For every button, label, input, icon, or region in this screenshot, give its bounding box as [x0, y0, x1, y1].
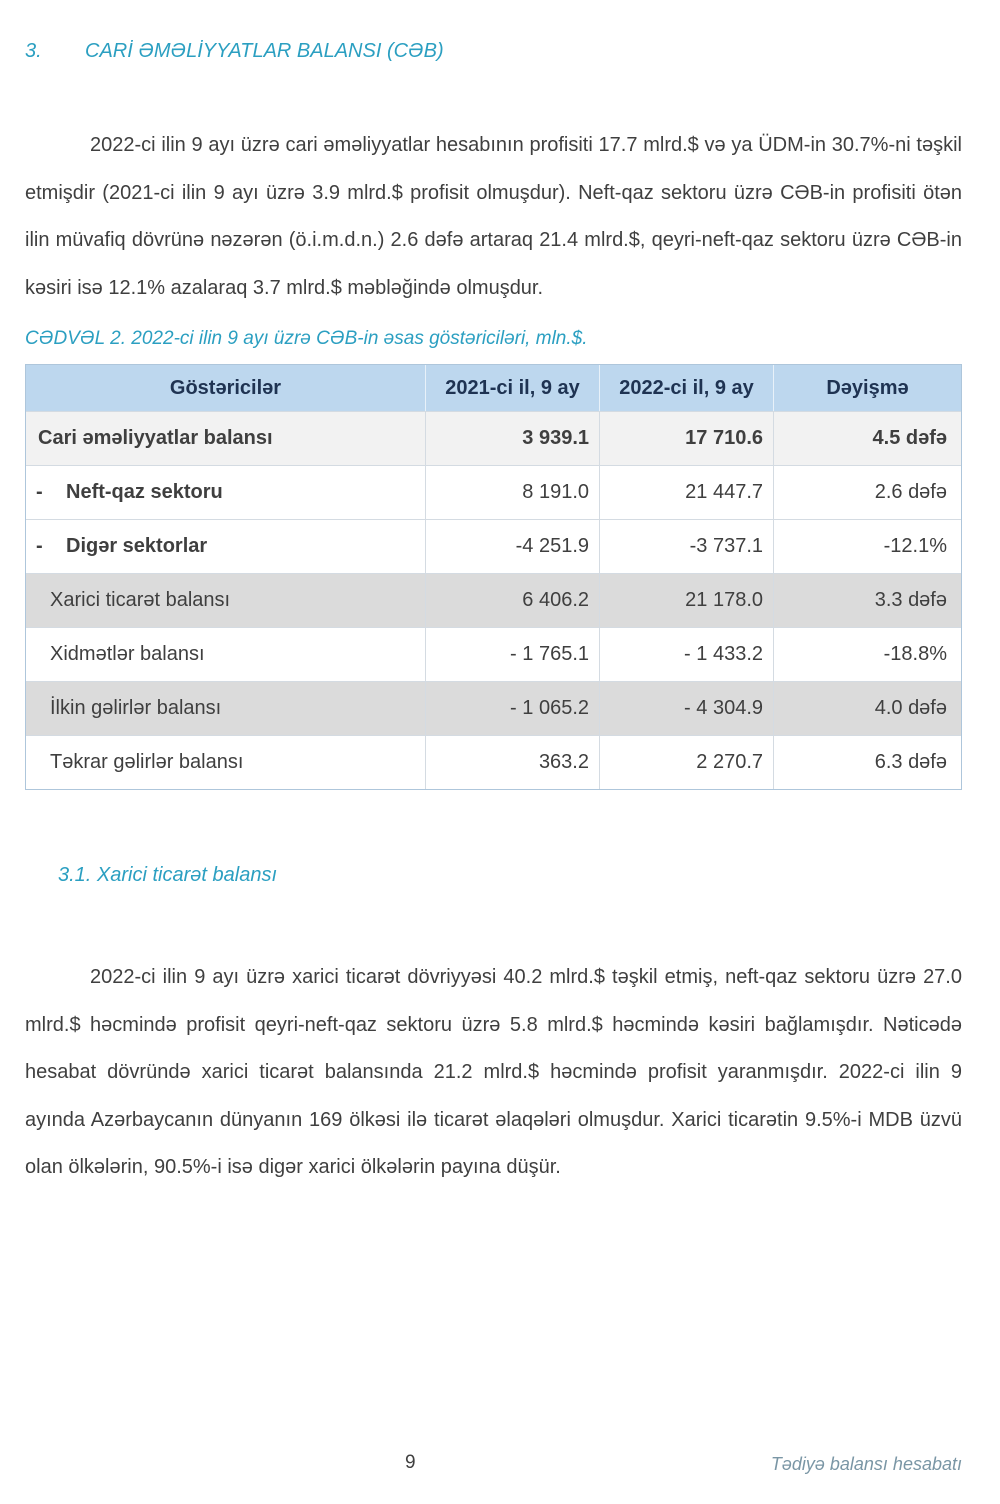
row-label-text: Cari əməliyyatlar balansı	[38, 427, 273, 449]
section-number: 3.	[25, 40, 42, 62]
table-row	[26, 681, 961, 735]
value-2022: - 4 304.9	[600, 682, 774, 735]
page-number: 9	[405, 1452, 416, 1473]
value-2021: 8 191.0	[426, 466, 600, 519]
value-change: 4.0 dəfə	[874, 697, 947, 719]
value-change: -12.1%	[883, 535, 947, 557]
header-change: Dəyişmə	[826, 376, 909, 399]
table-row	[26, 465, 961, 519]
row-label-text: Digər sektorlar	[66, 535, 208, 557]
subsection-heading: 3.1. Xarici ticarət balansı	[58, 864, 277, 886]
table-row	[26, 735, 961, 789]
row-label	[26, 628, 426, 681]
table-row	[26, 627, 961, 681]
value-2022: 2 270.7	[600, 736, 774, 789]
value-2021: 3 939.1	[426, 412, 600, 465]
header-2021: 2021-ci il, 9 ay	[426, 365, 600, 411]
value-change: 2.6 dəfə	[874, 481, 947, 503]
row-label-text: Xarici ticarət balansı	[50, 589, 231, 611]
footer-title: Tədiyə balansı hesabatı	[770, 1454, 962, 1474]
paragraph-2: 2022-ci ilin 9 ayı üzrə xarici ticarət dövriyyəsi 40.2 mlrd.$ təşkil etmiş, neft-qaz sektoru üzrə 27.0 mlrd.$ həcmində profisit qeyri-neft-qaz sektoru üzrə 5.8 mlrd.$ həcmində kəsiri bağlamışdır. Nəticədə hesabat dövründə xarici ticarət balansında 21.2 mlrd.$ həcmində profisit yaranmışdır. 2022-ci ilin 9 ayında Azərbaycanın dünyanın 169 ölkəsi ilə ticarət əlaqələri olmuşdur. Xarici ticarətin 9.5%-i MDB üzvü olan ölkələrin, 90.5%-i isə digər xarici ölkələrin payına düşür.	[25, 966, 962, 1178]
row-label-text: Neft-qaz sektoru	[66, 481, 223, 503]
value-change: -18.8%	[883, 643, 947, 665]
value-change: 3.3 dəfə	[874, 589, 947, 611]
value-2022: - 1 433.2	[600, 628, 774, 681]
value-2021: 363.2	[426, 736, 600, 789]
row-label	[26, 412, 426, 465]
row-label	[26, 466, 426, 519]
value-2021: - 1 765.1	[426, 628, 600, 681]
table-row	[26, 519, 961, 573]
header-indicators: Göstəricilər	[26, 365, 426, 411]
value-2021: 6 406.2	[426, 574, 600, 627]
value-2021: - 1 065.2	[426, 682, 600, 735]
table-row	[26, 411, 961, 465]
table-row	[26, 573, 961, 627]
page-footer	[25, 1452, 962, 1480]
row-dash: -	[36, 535, 43, 557]
row-label	[26, 682, 426, 735]
value-2021: -4 251.9	[426, 520, 600, 573]
section-title: CARİ ƏMƏLİYYATLAR BALANSI (CƏB)	[85, 40, 444, 62]
row-dash: -	[36, 481, 43, 503]
value-change: 6.3 dəfə	[874, 751, 947, 773]
value-2022: 21 447.7	[600, 466, 774, 519]
table-caption: CƏDVƏL 2. 2022-ci ilin 9 ayı üzrə CƏB-in əsas göstəriciləri, mln.$.	[25, 328, 588, 349]
table-header-row	[26, 365, 961, 411]
value-2022: 17 710.6	[600, 412, 774, 465]
row-label-text: Təkrar gəlirlər balansı	[50, 751, 244, 773]
header-2022: 2022-ci il, 9 ay	[600, 365, 774, 411]
row-label	[26, 520, 426, 573]
value-2022: 21 178.0	[600, 574, 774, 627]
row-label-text: İlkin gəlirlər balansı	[50, 697, 222, 719]
value-2022: -3 737.1	[600, 520, 774, 573]
row-label-text: Xidmətlər balansı	[50, 643, 205, 665]
section-heading	[25, 38, 962, 64]
value-change: 4.5 dəfə	[872, 427, 947, 449]
indicators-table	[25, 364, 962, 790]
row-label	[26, 574, 426, 627]
paragraph-1: 2022-ci ilin 9 ayı üzrə cari əməliyyatlar hesabının profisiti 17.7 mlrd.$ və ya ÜDM-in 30.7%-ni təşkil etmişdir (2021-ci ilin 9 ayı üzrə 3.9 mlrd.$ profisit olmuşdur). Neft-qaz sektoru üzrə CƏB-in profisiti ötən ilin müvafiq dövrünə nəzərən (ö.i.m.d.n.) 2.6 dəfə artaraq 21.4 mlrd.$, qeyri-neft-qaz sektoru üzrə CƏB-in kəsiri isə 12.1% azalaraq 3.7 mlrd.$ məbləğində olmuşdur.	[25, 134, 962, 299]
row-label	[26, 736, 426, 789]
